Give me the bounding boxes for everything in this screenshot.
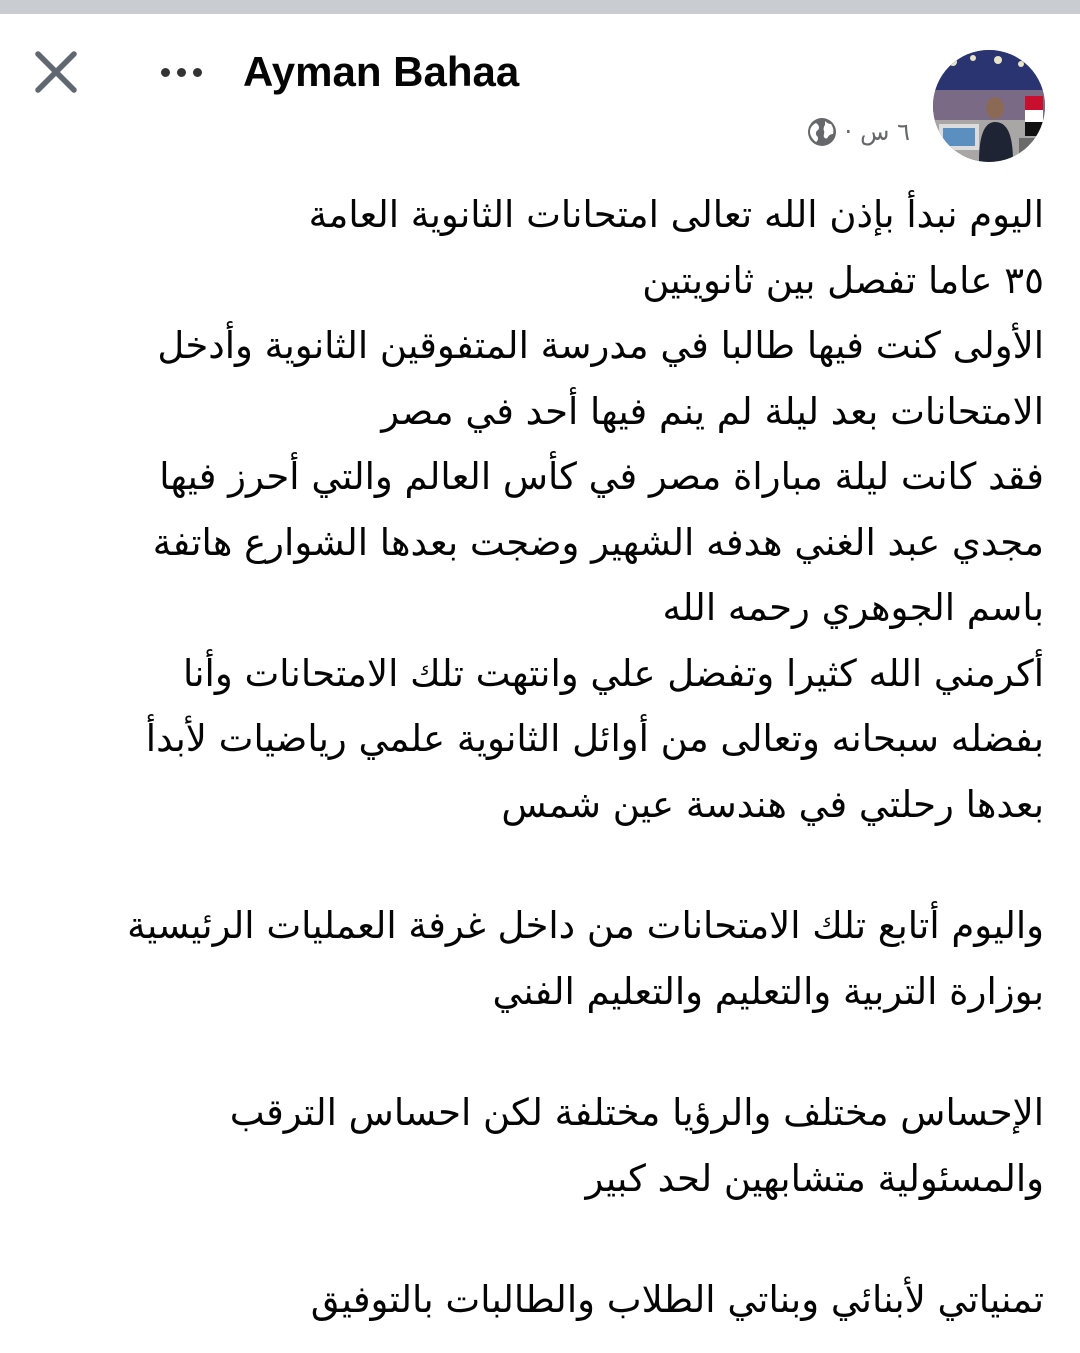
paragraph-gap	[60, 837, 1044, 893]
post-line: واليوم أتابع تلك الامتحانات من داخل غرفة العمليات الرئيسية	[127, 904, 1044, 947]
post-time[interactable]: ٦ س	[860, 118, 910, 146]
post-line: والمسئولية متشابهين لحد كبير	[585, 1156, 1044, 1200]
post-line: باسم الجوهري رحمه الله	[662, 586, 1044, 629]
more-options-dot	[193, 68, 202, 77]
post-line: أكرمني الله كثيرا وتفضل علي وانتهت تلك الامتحانات وأنا	[182, 651, 1044, 695]
post-line: اليوم نبدأ بإذن الله تعالى امتحانات الثانوية العامة	[308, 193, 1044, 236]
post-line: الامتحانات بعد ليلة لم ينم فيها أحد في مصر	[381, 389, 1044, 433]
meta-separator: ·	[844, 118, 853, 146]
post-header	[0, 14, 1080, 164]
post-line: الأولى كنت فيها طالبا في مدرسة المتفوقين الثانوية وأدخل	[157, 324, 1044, 367]
avatar-photo	[933, 50, 1045, 162]
post-line: بوزارة التربية والتعليم والتعليم الفني	[492, 969, 1044, 1013]
avatar[interactable]	[933, 50, 1045, 162]
more-options-icon	[161, 68, 170, 77]
close-icon	[32, 48, 80, 96]
post-line: بعدها رحلتي في هندسة عين شمس	[501, 782, 1044, 826]
post-line: بفضله سبحانه وتعالى من أوائل الثانوية علمي رياضيات لأبدأ	[145, 717, 1044, 760]
post-line: فقد كانت ليلة مباراة مصر في كأس العالم والتي أحرز فيها	[159, 455, 1044, 498]
post-line: مجدي عبد الغني هدفه الشهير وضجت بعدها الشوارع هاتفة	[152, 520, 1044, 564]
author-name[interactable]: Ayman Bahaa	[243, 48, 520, 95]
post-line: ٣٥ عاما تفصل بين ثانويتين	[642, 258, 1044, 302]
more-options-dot	[177, 68, 186, 77]
more-options-button[interactable]	[148, 54, 214, 90]
close-button[interactable]	[28, 44, 84, 100]
paragraph-gap	[60, 1024, 1044, 1080]
top-edge-strip	[0, 0, 1080, 14]
post-text	[60, 182, 1044, 1333]
post-line: تمنياتي لأبنائي وبناتي الطلاب والطالبات بالتوفيق	[310, 1278, 1044, 1321]
post-line: الإحساس مختلف والرؤيا مختلفة لكن احساس الترقب	[229, 1091, 1044, 1134]
post-meta	[807, 112, 910, 152]
globe-icon	[807, 117, 837, 147]
paragraph-gap	[60, 1211, 1044, 1267]
